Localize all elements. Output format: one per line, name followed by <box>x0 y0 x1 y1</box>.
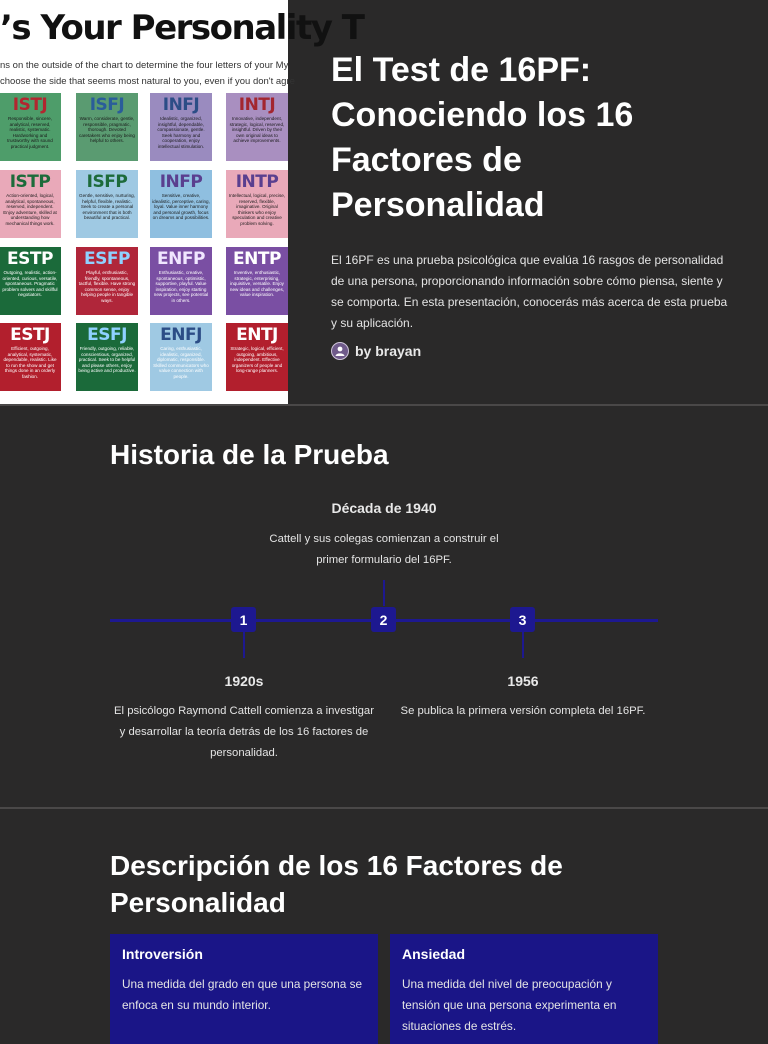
mbti-type-code: INTJ <box>238 95 276 115</box>
mbti-type-description: Warm, considerate, gentle, responsible, pragmatic, thorough. Devoted caretakers who enjoy being helpful to others. <box>79 116 135 144</box>
mbti-type-code: INFJ <box>162 95 200 115</box>
chart-image-title: ’s Your Personality T <box>0 8 364 48</box>
timeline-event-3-year: 1956 <box>507 673 539 689</box>
mbti-type-code: ESTJ <box>10 325 50 345</box>
timeline-event-2-desc: Cattell y sus colegas comienzan a construir el primer formulario del 16PF. <box>269 533 499 566</box>
history-title: Historia de la Prueba <box>110 439 389 470</box>
mbti-type-code: ENTJ <box>236 325 278 345</box>
mbti-type-card <box>0 93 61 161</box>
mbti-type-card <box>76 93 138 161</box>
mbti-type-code: INTP <box>235 172 279 192</box>
factors-title: Descripción de los 16 Factores de Personalidad <box>110 850 563 918</box>
mbti-type-card <box>0 247 61 315</box>
mbti-type-description: Innovative, independent, strategic, logical, reserved, insightful. Driven by their own original ideas to achieve improvements. <box>229 116 285 144</box>
author-credit[interactable] <box>331 342 731 360</box>
timeline-tick-3 <box>522 632 524 658</box>
slide-divider <box>0 404 768 406</box>
hero-slide <box>0 0 768 404</box>
mbti-type-card <box>226 170 288 238</box>
factor-card-introversion[interactable] <box>110 934 378 1044</box>
mbti-type-description: Action-oriented, logical, analytical, spontaneous, reserved, independent. Enjoy adventure, skilled at understanding how mechanical things work. <box>3 193 57 226</box>
mbti-type-code: ISTP <box>9 172 51 192</box>
mbti-type-description: Outgoing, realistic, action-oriented, curious, versatile, spontaneous. Pragmatic problem solvers and skillful negotiators. <box>2 270 58 298</box>
factor-card-title: Ansiedad <box>402 946 466 962</box>
factor-card-anxiety[interactable] <box>390 934 658 1044</box>
author-avatar <box>331 342 349 360</box>
mbti-type-card <box>150 170 212 238</box>
factor-card-title: Introversión <box>122 946 203 962</box>
chart-image-subtitle: ns on the outside of the chart to determine the four letters of your My choose the side that seems most natural to you, even if you don't agre <box>0 60 295 87</box>
mbti-type-code: INFP <box>159 172 203 192</box>
timeline-tick-1 <box>243 632 245 658</box>
mbti-type-card <box>226 93 288 161</box>
mbti-type-code: ISTJ <box>12 95 48 115</box>
mbti-type-card <box>150 323 212 391</box>
timeline-event-3-desc: Se publica la primera versión completa del 16PF. <box>400 705 646 717</box>
mbti-type-description: Enthusiastic, creative, spontaneous, optimistic, supportive, playful. Value inspiration, enjoy starting new projects, see potential in others. <box>153 270 209 303</box>
mbti-type-description: Responsible, sincere, analytical, reserved, realistic, systematic. Hardworking and trustworthy with sound practical judgment. <box>7 116 53 149</box>
mbti-type-description: Playful, enthusiastic, friendly, spontaneous, tactful, flexible. Have strong common sense, enjoy helping people in tangible ways. <box>78 270 136 303</box>
mbti-type-code: ESFJ <box>87 325 127 345</box>
timeline-marker-3[interactable]: 3 <box>510 607 535 632</box>
timeline-event-1-desc: El psicólogo Raymond Cattell comienza a investigar y desarrollar la teoría detrás de los 16 factores de personalidad. <box>114 705 374 759</box>
timeline-tick-2 <box>383 580 385 606</box>
hero-description: El 16PF es una prueba psicológica que evalúa 16 rasgos de personalidad de una persona, proporcionando información sobre cómo piensa, siente y se comporta. En esta presentación, conocerás más acerca de esta prueba y su aplicación. <box>331 253 728 330</box>
mbti-type-card <box>76 247 138 315</box>
mbti-type-description: Inventive, enthusiastic, strategic, enterprising, inquisitive, versatile. Enjoy new ideas and challenges, value inspiration. <box>229 270 285 298</box>
mbti-type-description: Friendly, outgoing, reliable, conscientious, organized, practical. Seek to be helpful and please others, enjoy being active and productive. <box>78 346 136 374</box>
mbti-type-description: Intellectual, logical, precise, reserved, flexible, imaginative. Original thinkers who enjoy speculation and creative problem solving. <box>228 193 286 226</box>
mbti-type-card <box>76 323 138 391</box>
slide-divider <box>0 807 768 809</box>
mbti-type-card <box>226 247 288 315</box>
mbti-type-description: Gentle, sensitive, nurturing, helpful, flexible, realistic. Seek to create a personal environment that is both beautiful and practical. <box>79 193 135 221</box>
mbti-type-card <box>0 170 61 238</box>
timeline-marker-1[interactable]: 1 <box>231 607 256 632</box>
mbti-type-card <box>150 93 212 161</box>
hero-title: El Test de 16PF: Conociendo los 16 Factores de Personalidad <box>331 51 634 224</box>
mbti-type-description: Efficient, outgoing, analytical, systematic, dependable, realistic. Like to run the show and get things done in an orderly fashion. <box>3 346 57 379</box>
hero-text-block <box>331 48 731 360</box>
mbti-type-code: ESFP <box>84 249 130 269</box>
factor-card-description: Una medida del grado en que una persona se enfoca en su mundo interior. <box>122 977 363 1012</box>
timeline-marker-2[interactable]: 2 <box>371 607 396 632</box>
mbti-type-code: ENTP <box>233 249 281 269</box>
mbti-type-card <box>226 323 288 391</box>
timeline-event-1-year: 1920s <box>224 673 264 689</box>
user-icon <box>334 345 346 357</box>
timeline-event-2-year: Década de 1940 <box>331 500 437 516</box>
mbti-type-card <box>150 247 212 315</box>
mbti-type-description: Caring, enthusiastic, idealistic, organized, diplomatic, responsible. Skilled communicators who value connection with people. <box>153 346 209 379</box>
mbti-type-description: Idealistic, organized, insightful, dependable, compassionate, gentle. Seek harmony and cooperation, enjoy intellectual stimulation. <box>157 116 205 149</box>
mbti-type-description: Sensitive, creative, idealistic, perceptive, caring, loyal. Value inner harmony and personal growth, focus on dreams and possibilities. <box>152 193 210 221</box>
mbti-type-code: ESTP <box>7 249 53 269</box>
mbti-type-code: ISFP <box>86 172 128 192</box>
personality-chart-image <box>0 0 364 404</box>
mbti-type-code: ISFJ <box>89 95 125 115</box>
factor-card-description: Una medida del nivel de preocupación y tensión que una persona experimenta en situaciones de estrés. <box>402 977 617 1033</box>
mbti-type-code: ENFJ <box>160 325 202 345</box>
author-name: by brayan <box>355 343 422 359</box>
mbti-type-card <box>0 323 61 391</box>
mbti-type-code: ENFP <box>157 249 205 269</box>
mbti-type-description: Strategic, logical, efficient, outgoing, ambitious, independent. Effective organizers of people and long-range planners. <box>230 346 284 374</box>
mbti-type-card <box>76 170 138 238</box>
